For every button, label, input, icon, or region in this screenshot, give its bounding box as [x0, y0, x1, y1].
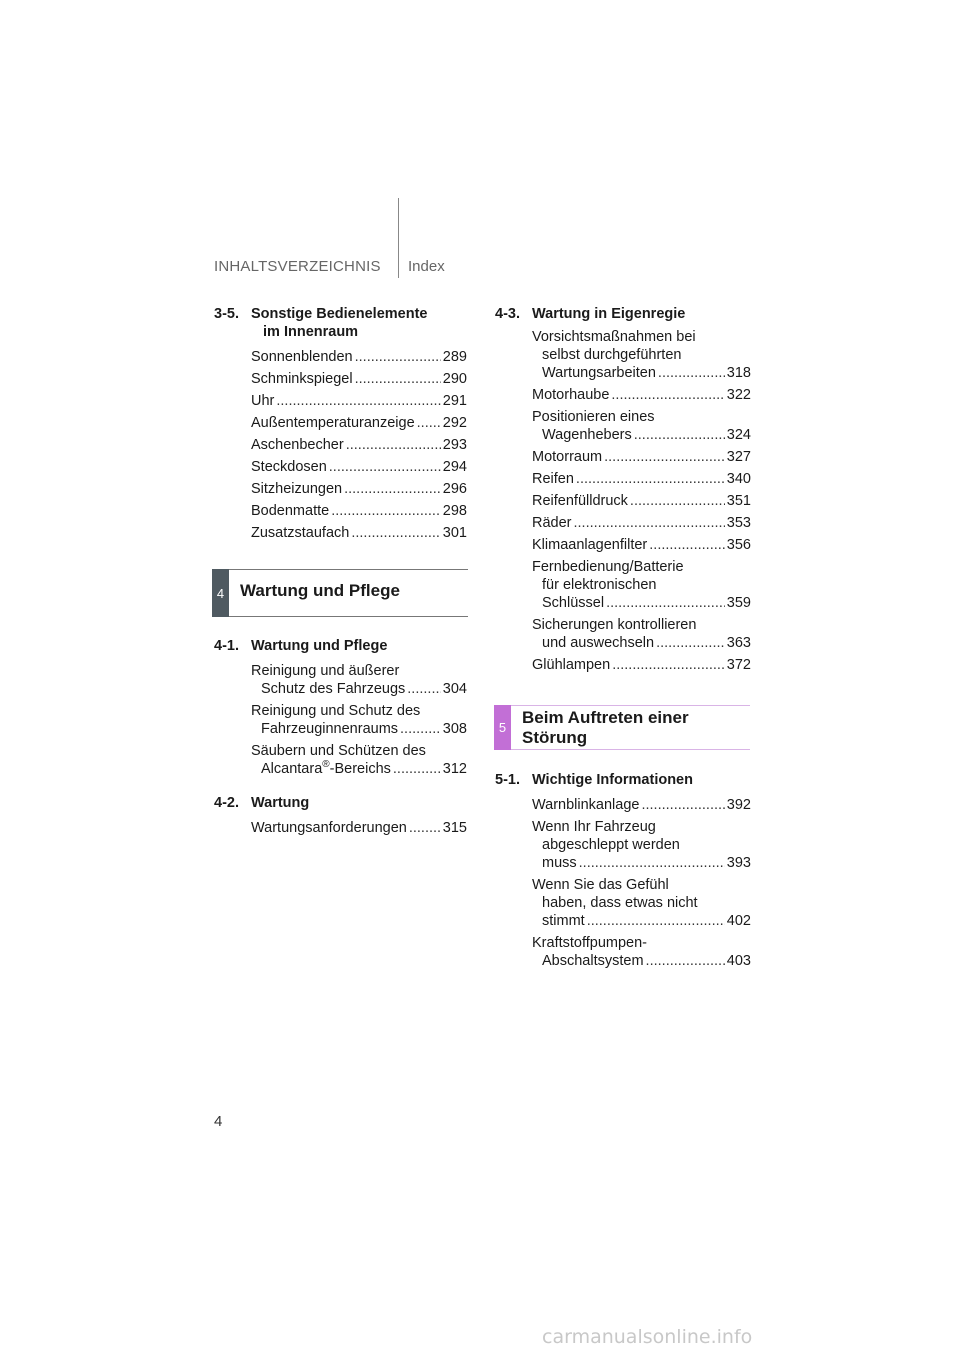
- toc-entry[interactable]: [214, 702, 467, 738]
- toc-column-right-lower: [495, 771, 751, 970]
- section-number: 3-5.: [214, 306, 239, 322]
- entry-page-number: 393: [726, 855, 751, 871]
- toc-entry[interactable]: [214, 392, 467, 410]
- section-title-line: Sonstige Bedienelemente: [251, 306, 428, 322]
- divider: [229, 569, 468, 570]
- toc-entry[interactable]: [495, 558, 751, 612]
- section-3-5-entries: [214, 348, 467, 542]
- entry-text-line: haben, dass etwas nicht: [542, 895, 698, 911]
- entry-page-number: 322: [726, 387, 751, 403]
- toc-entry[interactable]: [495, 328, 751, 382]
- toc-entry[interactable]: [214, 414, 467, 432]
- entry-page-number: 312: [442, 761, 467, 777]
- section-title-line: im Innenraum: [263, 324, 359, 340]
- toc-entry[interactable]: [495, 536, 751, 554]
- section-title-line: Wartung: [251, 795, 310, 811]
- divider: [511, 705, 750, 706]
- entry-page-number: 289: [442, 349, 467, 365]
- entry-text-line: Reifenfülldruck: [532, 493, 628, 509]
- entry-page-number: 324: [726, 427, 751, 443]
- entry-text-line: Außentemperaturanzeige: [251, 415, 415, 431]
- entry-text-line: Schutz des Fahrzeugs: [261, 681, 406, 697]
- toc-entry[interactable]: [214, 370, 467, 388]
- toc-entry[interactable]: [214, 480, 467, 498]
- entry-text-line: muss: [542, 855, 577, 871]
- toc-entry[interactable]: [495, 876, 751, 930]
- entry-page-number: 327: [726, 449, 751, 465]
- toc-column-left: [214, 305, 467, 542]
- entry-text-line: Reinigung und äußerer: [251, 663, 400, 679]
- entry-text-line: Warnblinkanlage: [532, 797, 640, 813]
- header-index-link[interactable]: Index: [408, 258, 445, 275]
- entry-text-line: selbst durchgeführten: [542, 347, 682, 363]
- entry-page-number: 296: [442, 481, 467, 497]
- toc-entry[interactable]: [214, 348, 467, 366]
- chapter-tab: 4: [212, 569, 229, 617]
- entry-text-line: Steckdosen: [251, 459, 327, 475]
- page-number: 4: [214, 1113, 223, 1130]
- entry-text-line: Fernbedienung/Batterie: [532, 559, 684, 575]
- chapter-5-banner[interactable]: [494, 705, 750, 750]
- entry-page-number: 340: [726, 471, 751, 487]
- section-5-1-title[interactable]: [495, 771, 751, 789]
- toc-entry[interactable]: [495, 408, 751, 444]
- entry-page-number: 403: [726, 953, 751, 969]
- toc-entry[interactable]: [495, 934, 751, 970]
- section-4-1-title[interactable]: [214, 637, 467, 655]
- toc-entry[interactable]: [214, 458, 467, 476]
- entry-text-line: Fahrzeuginnenraums: [261, 721, 399, 737]
- toc-entry[interactable]: [214, 524, 467, 542]
- entry-page-number: 372: [726, 657, 751, 673]
- entry-text-line: Bodenmatte: [251, 503, 330, 519]
- entry-text-line: Abschaltsystem: [542, 953, 644, 969]
- entry-page-number: 298: [442, 503, 467, 519]
- entry-page-number: 293: [442, 437, 467, 453]
- toc-entry[interactable]: [214, 502, 467, 520]
- entry-text-line: Aschenbecher: [251, 437, 344, 453]
- entry-page-number: 353: [726, 515, 751, 531]
- entry-text-line: Motorhaube: [532, 387, 610, 403]
- entry-page-number: 392: [726, 797, 751, 813]
- divider: [229, 616, 468, 617]
- toc-entry[interactable]: [495, 796, 751, 814]
- entry-text-line: Wenn Ihr Fahrzeug: [532, 819, 656, 835]
- entry-text-line: Schminkspiegel: [251, 371, 353, 387]
- section-title-line: Wartung in Eigenregie: [532, 306, 686, 322]
- entry-text-line: Kraftstoffpumpen-: [532, 935, 647, 951]
- toc-column-right: [495, 305, 751, 674]
- watermark-text: carmanualsonline.info: [542, 1326, 753, 1348]
- entry-page-number: 356: [726, 537, 751, 553]
- entry-page-number: 363: [726, 635, 751, 651]
- entry-text-line: Wagenhebers: [542, 427, 632, 443]
- header-divider: [398, 198, 399, 278]
- entry-text-line: Wartungsarbeiten: [542, 365, 656, 381]
- section-number: 5-1.: [495, 772, 520, 788]
- entry-text-line: Glühlampen: [532, 657, 611, 673]
- entry-text-line: Uhr: [251, 393, 275, 409]
- entry-text-line: Motorraum: [532, 449, 603, 465]
- toc-entry[interactable]: [214, 436, 467, 454]
- entry-text-line: Wenn Sie das Gefühl: [532, 877, 669, 893]
- toc-entry[interactable]: [495, 448, 751, 466]
- entry-page-number: 351: [726, 493, 751, 509]
- entry-text-line: Vorsichtsmaßnahmen bei: [532, 329, 696, 345]
- entry-text-line: abgeschleppt werden: [542, 837, 680, 853]
- entry-text-line: Räder: [532, 515, 572, 531]
- toc-entry[interactable]: [495, 470, 751, 488]
- toc-entry[interactable]: [214, 662, 467, 698]
- entry-page-number: 291: [442, 393, 467, 409]
- section-number: 4-2.: [214, 795, 239, 811]
- entry-text-line: Sitzheizungen: [251, 481, 343, 497]
- entry-text-line: Schlüssel: [542, 595, 605, 611]
- entry-page-number: 402: [726, 913, 751, 929]
- entry-text-line: Säubern und Schützen des: [251, 743, 426, 759]
- section-title-line: Wartung und Pflege: [251, 638, 388, 654]
- entry-page-number: 290: [442, 371, 467, 387]
- entry-text-line: stimmt: [542, 913, 585, 929]
- chapter-4-banner[interactable]: [212, 569, 468, 617]
- toc-entry[interactable]: [214, 819, 467, 837]
- section-number: 4-3.: [495, 306, 520, 322]
- toc-entry[interactable]: [495, 492, 751, 510]
- section-4-3-title[interactable]: [495, 305, 751, 323]
- entry-text-line: für elektronischen: [542, 577, 657, 593]
- entry-text-line: Alcantara®-Bereichs: [261, 759, 391, 777]
- chapter-tab: 5: [494, 705, 511, 750]
- entry-page-number: 304: [442, 681, 467, 697]
- entry-page-number: 301: [442, 525, 467, 541]
- toc-column-left-lower: [214, 637, 467, 837]
- entry-page-number: 315: [442, 820, 467, 836]
- entry-text-line: Sonnenblenden: [251, 349, 353, 365]
- toc-entry[interactable]: [495, 616, 751, 652]
- section-4-2-title[interactable]: [214, 794, 467, 812]
- toc-entry[interactable]: [495, 514, 751, 532]
- section-number: 4-1.: [214, 638, 239, 654]
- chapter-title: Beim Auftreten einer Störung: [522, 708, 689, 747]
- divider: [511, 749, 750, 750]
- toc-entry[interactable]: [495, 386, 751, 404]
- entry-text-line: Zusatzstaufach: [251, 525, 350, 541]
- chapter-title: Wartung und Pflege: [240, 581, 400, 600]
- entry-page-number: 294: [442, 459, 467, 475]
- section-3-5-title[interactable]: [214, 305, 467, 341]
- entry-text-line: Sicherungen kontrollieren: [532, 617, 697, 633]
- entry-text-line: und auswechseln: [542, 635, 655, 651]
- toc-entry[interactable]: [214, 742, 467, 778]
- entry-text-line: Positionieren eines: [532, 409, 655, 425]
- section-title-line: Wichtige Informationen: [532, 772, 693, 788]
- entry-text-line: Reinigung und Schutz des: [251, 703, 421, 719]
- entry-text-line: Wartungsanforderungen: [251, 820, 407, 836]
- entry-page-number: 359: [726, 595, 751, 611]
- entry-page-number: 318: [726, 365, 751, 381]
- entry-page-number: 292: [442, 415, 467, 431]
- entry-text-line: Klimaanlagenfilter: [532, 537, 648, 553]
- header-section-title: INHALTSVERZEICHNIS: [214, 258, 381, 275]
- toc-entry[interactable]: [495, 818, 751, 872]
- entry-text-line: Reifen: [532, 471, 574, 487]
- entry-page-number: 308: [442, 721, 467, 737]
- toc-entry[interactable]: [495, 656, 751, 674]
